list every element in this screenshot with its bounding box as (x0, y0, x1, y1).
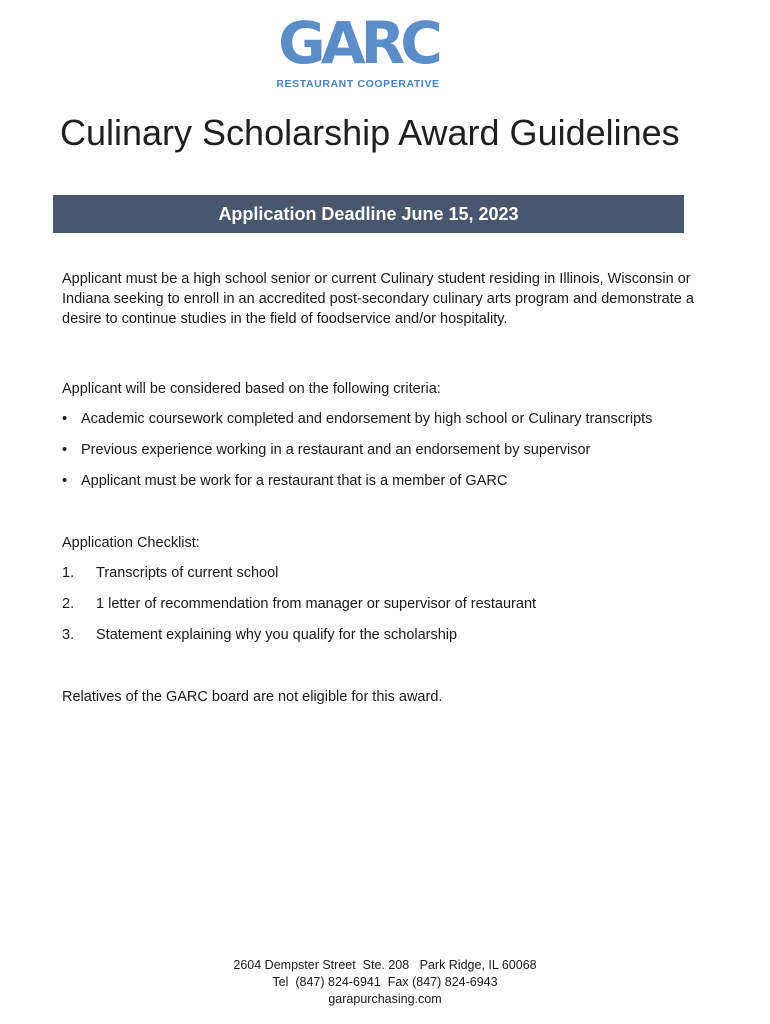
criteria-item (62, 409, 681, 429)
deadline-banner: Application Deadline June 15, 2023 (53, 195, 684, 233)
footer-website: garapurchasing.com (328, 992, 442, 1006)
logo-tagline: RESTAURANT COOPERATIVE (276, 78, 440, 90)
page-title: Culinary Scholarship Award Guidelines (60, 112, 680, 153)
criteria-lead: Applicant will be considered based on the following criteria: (62, 381, 441, 397)
checklist-lead: Application Checklist: (62, 535, 200, 551)
bullet-icon: • (62, 411, 68, 427)
criteria-item (62, 471, 681, 491)
checklist-list (62, 563, 702, 645)
logo-wordmark: GARC (278, 9, 438, 77)
guidelines-body (62, 269, 702, 707)
checklist-number: 1. (62, 565, 75, 581)
criteria-item-text: Academic coursework completed and endorsement by high school or Culinary transcripts (81, 411, 653, 427)
garc-logo (266, 9, 450, 92)
checklist-number: 2. (62, 596, 75, 612)
bullet-icon: • (62, 473, 68, 489)
criteria-item (62, 440, 681, 460)
checklist-item (62, 563, 702, 583)
board-relatives-notice: Relatives of the GARC board are not eligible for this award. (62, 689, 443, 705)
checklist-number: 3. (62, 627, 75, 643)
criteria-item-text: Applicant must be work for a restaurant that is a member of GARC (81, 473, 508, 489)
footer-address: 2604 Dempster Street Ste. 208 Park Ridge, IL 60068 (233, 958, 537, 972)
eligibility-intro: Applicant must be a high school senior or current Culinary student residing in Illinois, Wisconsin or Indiana seeking to enroll in an accredited post-secondary culinary arts program and demonstrate a desire to continue studies in the field of foodservice and/or hospitality. (62, 271, 694, 327)
criteria-item-text: Previous experience working in a restaurant and an endorsement by supervisor (81, 442, 591, 458)
bullet-icon: • (62, 442, 68, 458)
checklist-item-text: Transcripts of current school (96, 565, 279, 581)
criteria-list (62, 409, 702, 491)
checklist-item (62, 594, 702, 614)
footer-contact (0, 957, 770, 1008)
checklist-item-text: Statement explaining why you qualify for the scholarship (96, 627, 458, 643)
checklist-item (62, 625, 702, 645)
checklist-item-text: 1 letter of recommendation from manager or supervisor of restaurant (96, 596, 537, 612)
footer-phone: Tel (847) 824-6941 Fax (847) 824-6943 (272, 975, 498, 989)
